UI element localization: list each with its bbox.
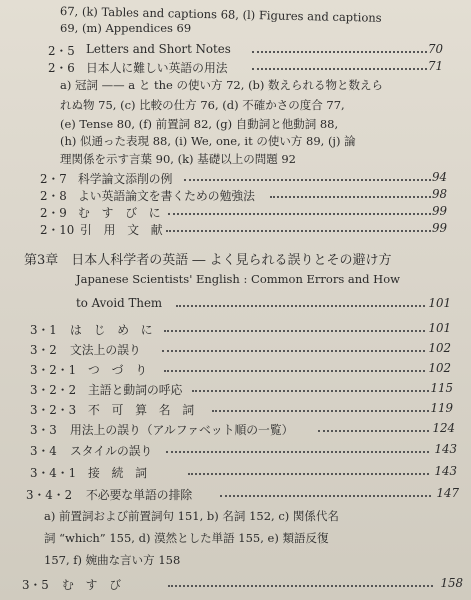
subsection-list-line: 詞 “which” 155, d) 漠然とした単語 155, e) 類語反復 — [44, 531, 329, 545]
toc-entry-3-2-1[interactable] — [0, 361, 471, 379]
section-title: つ づ り — [88, 363, 147, 377]
section-number: 3・4・1 — [30, 466, 77, 480]
section-number: 2・6 — [48, 61, 75, 75]
dot-leader — [212, 410, 429, 412]
page-number: 143 — [434, 442, 457, 456]
section-title: 用法上の誤り（アルファベット順の一覧） — [70, 423, 294, 437]
section-number: 3・4・2 — [26, 488, 73, 502]
section-title: 科学論文添削の例 — [78, 172, 173, 186]
section-number: 3・5 — [22, 578, 49, 592]
dot-leader — [168, 213, 431, 215]
toc-entry-3-3[interactable] — [0, 421, 471, 439]
chapter-title[interactable]: 第3章 日本人科学者の英語 ― よく見られる誤りとその避け方 — [24, 253, 392, 268]
toc-entry-3-5[interactable] — [0, 576, 471, 594]
chapter-subtitle: Japanese Scientists' English : Common Errors and How — [76, 272, 400, 286]
page-number: 143 — [434, 464, 457, 478]
section-number: 3・1 — [30, 323, 57, 337]
subsection-list-line: (h) 似通った表現 88, (i) We, one, it の使い方 89, (j) 論 — [60, 134, 356, 148]
toc-entry-2-9[interactable] — [0, 204, 471, 222]
toc-entry-2-7[interactable] — [0, 170, 471, 188]
page-number: 101 — [428, 321, 451, 335]
page-number: 102 — [428, 361, 451, 375]
dot-leader — [166, 230, 431, 232]
chapter-subtitle: to Avoid Them — [76, 296, 163, 310]
section-title: 主語と動詞の呼応 — [88, 383, 183, 397]
toc-entry-2-6[interactable] — [0, 59, 471, 77]
section-title: Letters and Short Notes — [86, 42, 231, 56]
section-title: は じ め に — [70, 323, 153, 337]
section-title: 接 続 詞 — [88, 466, 147, 480]
section-number: 3・2・2 — [30, 383, 77, 397]
toc-entry-2-5[interactable] — [0, 42, 471, 60]
section-title: 不必要な単語の排除 — [86, 488, 193, 502]
section-title: 引 用 文 献 — [80, 223, 163, 237]
dot-leader — [270, 196, 431, 198]
page-number: 98 — [431, 187, 447, 201]
page-number: 102 — [428, 341, 451, 355]
dot-leader — [176, 305, 425, 307]
page-number: 158 — [440, 576, 463, 590]
dot-leader — [164, 370, 425, 372]
section-number: 3・2・1 — [30, 363, 77, 377]
page-number: 94 — [431, 170, 447, 184]
section-title: む す び に — [78, 206, 161, 220]
section-number: 2・9 — [40, 206, 67, 220]
dot-leader — [184, 179, 431, 181]
subsection-list-line: a) 前置詞および前置詞句 151, b) 名詞 152, c) 関係代名 — [44, 509, 339, 523]
page-number: 101 — [428, 296, 451, 310]
section-number: 2・5 — [48, 44, 75, 58]
toc-entry-3-4-1[interactable] — [0, 464, 471, 482]
dot-leader — [168, 585, 433, 587]
toc-entry-2-8[interactable] — [0, 187, 471, 205]
dot-leader — [162, 350, 425, 352]
page-number: 70 — [427, 42, 443, 56]
dot-leader — [192, 390, 429, 392]
dot-leader — [188, 473, 429, 475]
section-number: 2・10 — [40, 223, 75, 237]
page-number: 147 — [436, 486, 459, 500]
section-number: 3・4 — [30, 444, 57, 458]
subsection-list-line: 理関係を示す言葉 90, (k) 基礎以上の問題 92 — [60, 152, 296, 166]
page-number: 119 — [430, 401, 453, 415]
page-number: 71 — [427, 59, 443, 73]
dot-leader — [220, 495, 431, 497]
toc-entry-3-2-2[interactable] — [0, 381, 471, 399]
subsection-list-line: a) 冠詞 —— a と the の使い方 72, (b) 数えられる物と数えら — [60, 78, 384, 92]
section-title: む す び — [62, 578, 121, 592]
section-number: 2・8 — [40, 189, 67, 203]
section-number: 3・3 — [30, 423, 57, 437]
page-number: 99 — [431, 221, 447, 235]
section-title: 不 可 算 名 詞 — [88, 403, 195, 417]
dot-leader — [318, 430, 429, 432]
toc-entry-3-2-3[interactable] — [0, 401, 471, 419]
toc-entry-3-1[interactable] — [0, 321, 471, 339]
dot-leader — [252, 51, 427, 53]
section-title: スタイルの誤り — [70, 444, 153, 458]
section-number: 3・2・3 — [30, 403, 77, 417]
page-number: 124 — [432, 421, 455, 435]
page-number: 99 — [431, 204, 447, 218]
subsection-list-line: (e) Tense 80, (f) 前置詞 82, (g) 自動詞と他動詞 88, — [60, 117, 339, 131]
toc-entry-3-4[interactable] — [0, 442, 471, 460]
subsection-list-line: 157, f) 婉曲な言い方 158 — [44, 553, 181, 567]
section-title: 文法上の誤り — [70, 343, 141, 357]
page-number: 115 — [430, 381, 453, 395]
chapter-subtitle-line — [0, 296, 471, 314]
section-title: よい英語論文を書くための勉強法 — [78, 189, 255, 203]
section-title: 日本人に難しい英語の用法 — [86, 61, 228, 75]
toc-continuation-line: 69, (m) Appendices 69 — [60, 21, 192, 35]
toc-entry-3-2[interactable] — [0, 341, 471, 359]
toc-entry-2-10[interactable] — [0, 221, 471, 239]
section-number: 2・7 — [40, 172, 67, 186]
dot-leader — [252, 68, 427, 70]
toc-continuation-line: 67, (k) Tables and captions 68, (l) Figures and captions — [59, 4, 382, 25]
toc-entry-3-4-2[interactable] — [0, 486, 471, 504]
dot-leader — [164, 330, 425, 332]
dot-leader — [166, 451, 429, 453]
section-number: 3・2 — [30, 343, 57, 357]
subsection-list-line: れぬ物 75, (c) 比較の仕方 76, (d) 不確かさの度合 77, — [60, 98, 345, 112]
